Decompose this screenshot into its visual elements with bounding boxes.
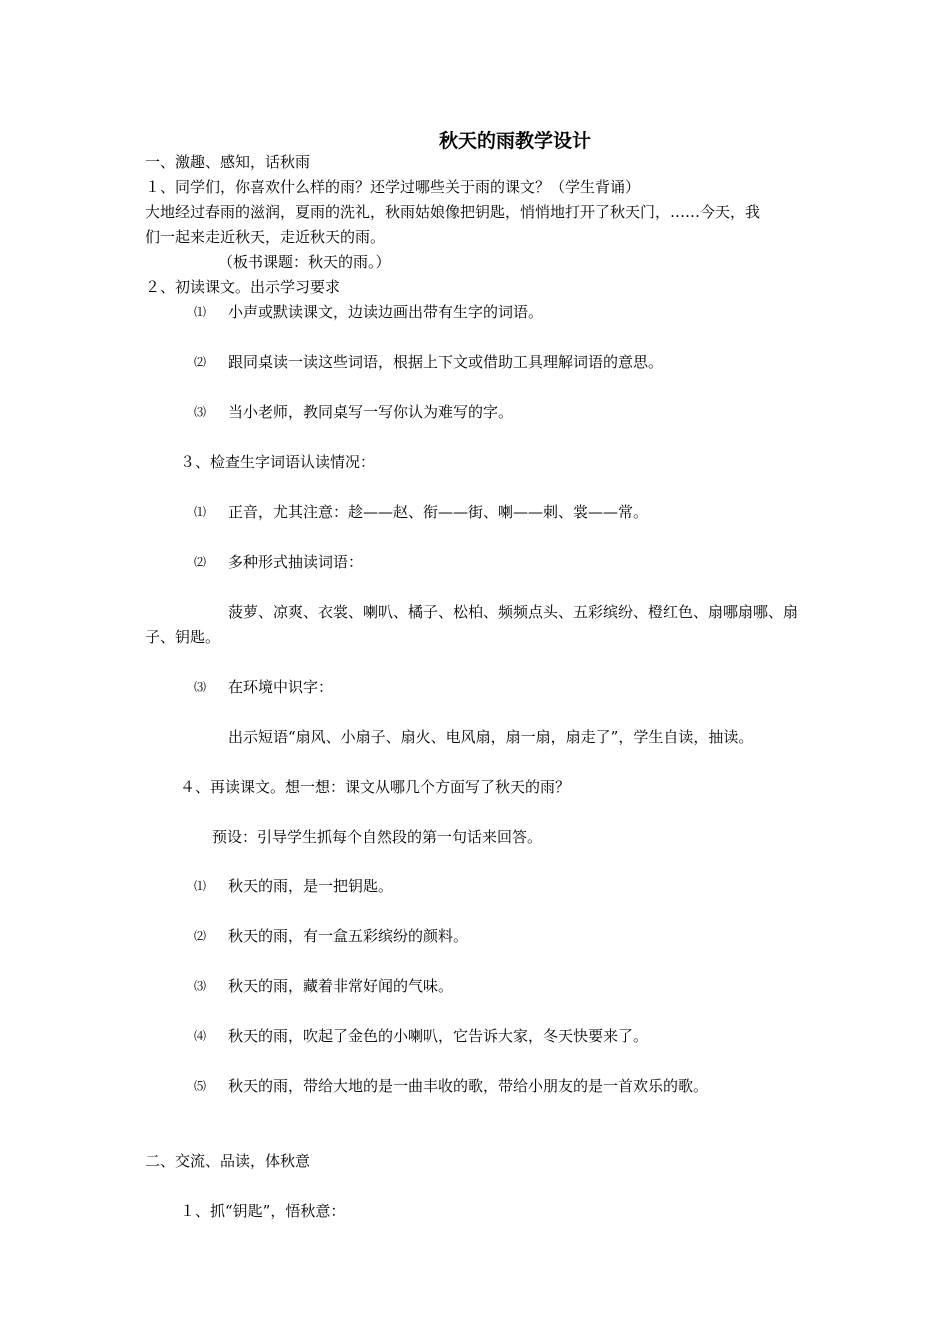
section-1-item-2: ２、初读课文。出示学习要求 bbox=[145, 278, 341, 296]
requirement-number: ⑴ bbox=[194, 305, 207, 319]
phrase-line: 出示短语“扇风、小扇子、扇火、电风扇，扇一扇，扇走了”，学生自读，抽读。 bbox=[228, 728, 754, 746]
check-number: ⑴ bbox=[194, 505, 207, 519]
requirement-number: ⑵ bbox=[194, 355, 207, 369]
answer-text: 秋天的雨，是一把钥匙。 bbox=[228, 877, 394, 895]
answer-number: ⑷ bbox=[194, 1029, 207, 1043]
check-number: ⑵ bbox=[194, 555, 207, 569]
section-1-item-4: ４、再读课文。想一想：课文从哪几个方面写了秋天的雨？ bbox=[180, 778, 571, 796]
requirement-text: 当小老师，教同桌写一写你认为难写的字。 bbox=[228, 403, 514, 421]
answer-text: 秋天的雨，带给大地的是一曲丰收的歌，带给小朋友的是一首欢乐的歌。 bbox=[228, 1077, 709, 1095]
answer-number: ⑴ bbox=[194, 879, 207, 893]
check-reading-text: 多种形式抽读词语： bbox=[228, 553, 364, 571]
section-1-item-1: １、同学们，你喜欢什么样的雨？还学过哪些关于雨的课文？（学生背诵） bbox=[145, 178, 641, 196]
requirement-text: 小声或默读课文，边读边画出带有生字的词语。 bbox=[228, 303, 544, 321]
word-list-line-2: 子、钥匙。 bbox=[145, 628, 221, 646]
section-1-item-3: ３、检查生字词语认读情况： bbox=[180, 453, 376, 471]
requirement-number: ⑶ bbox=[194, 405, 207, 419]
word-list-line-1: 菠萝、凉爽、衣裳、喇叭、橘子、松柏、频频点头、五彩缤纷、橙红色、扇哪扇哪、扇 bbox=[228, 603, 799, 621]
board-title-note: （板书课题：秋天的雨。） bbox=[218, 253, 391, 271]
answer-number: ⑵ bbox=[194, 929, 207, 943]
requirement-text: 跟同桌读一读这些词语，根据上下文或借助工具理解词语的意思。 bbox=[228, 353, 664, 371]
section-1-heading: 一、激趣、感知，话秋雨 bbox=[145, 153, 311, 171]
answer-text: 秋天的雨，藏着非常好闻的气味。 bbox=[228, 977, 454, 995]
answer-text: 秋天的雨，吹起了金色的小喇叭，它告诉大家，冬天快要来了。 bbox=[228, 1027, 649, 1045]
check-context-text: 在环境中识字： bbox=[228, 678, 334, 696]
preset-note: 预设：引导学生抓每个自然段的第一句话来回答。 bbox=[212, 828, 543, 846]
section-1-paragraph-line-1: 大地经过春雨的滋润，夏雨的洗礼，秋雨姑娘像把钥匙，悄悄地打开了秋天门，……今天，我 bbox=[145, 203, 761, 221]
section-2-heading: 二、交流、品读，体秋意 bbox=[145, 1152, 311, 1170]
check-number: ⑶ bbox=[194, 680, 207, 694]
section-2-item-1: １、抓“钥匙”，悟秋意： bbox=[180, 1202, 346, 1220]
check-pronunciation-text: 正音，尤其注意：趁——赵、衔——街、喇——刺、裳——常。 bbox=[228, 503, 649, 521]
document-title: 秋天的雨教学设计 bbox=[438, 130, 591, 152]
answer-number: ⑶ bbox=[194, 979, 207, 993]
section-1-paragraph-line-2: 们一起来走近秋天，走近秋天的雨。 bbox=[145, 228, 386, 246]
answer-text: 秋天的雨，有一盒五彩缤纷的颜料。 bbox=[228, 927, 469, 945]
answer-number: ⑸ bbox=[194, 1079, 207, 1093]
